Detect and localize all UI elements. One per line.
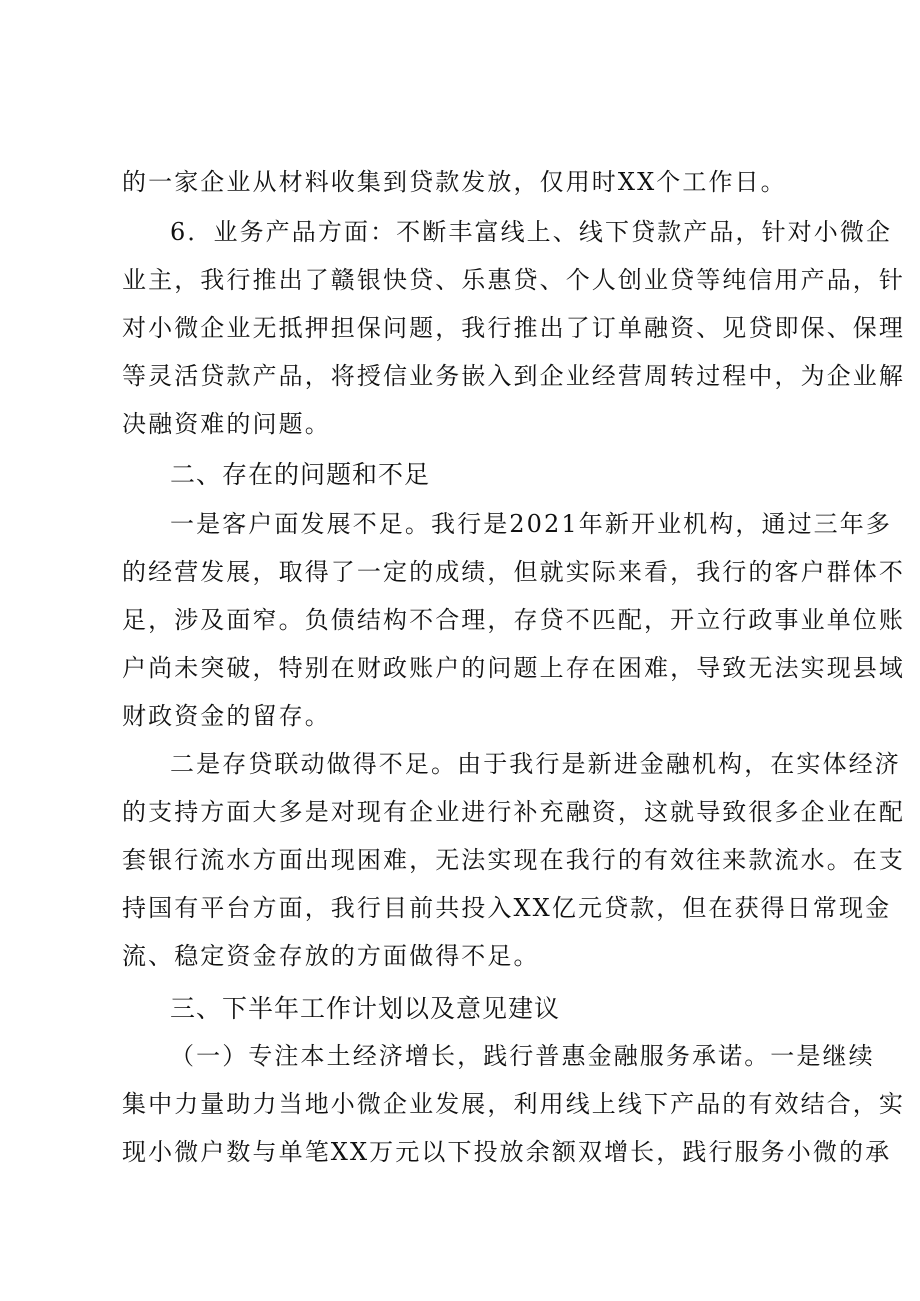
paragraph-line: （一）专注本土经济增长，践行普惠金融服务承诺。一是继续 bbox=[170, 1042, 875, 1070]
paragraph-line: 流、稳定资金存放的方面做得不足。 bbox=[122, 942, 540, 970]
section-heading: 二、存在的问题和不足 bbox=[170, 460, 431, 489]
paragraph-line: 的一家企业从材料收集到贷款发放，仅用时XX个工作日。 bbox=[122, 168, 787, 196]
section-heading: 三、下半年工作计划以及意见建议 bbox=[170, 994, 561, 1023]
paragraph-line: 决融资难的问题。 bbox=[122, 410, 331, 438]
paragraph-line: 业主，我行推出了赣银快贷、乐惠贷、个人创业贷等纯信用产品，针 bbox=[122, 266, 905, 294]
paragraph-line: 持国有平台方面，我行目前共投入XX亿元贷款，但在获得日常现金 bbox=[122, 894, 892, 922]
paragraph-line: 的经营发展，取得了一定的成绩，但就实际来看，我行的客户群体不 bbox=[122, 558, 905, 586]
paragraph-line: 等灵活贷款产品，将授信业务嵌入到企业经营周转过程中，为企业解 bbox=[122, 362, 905, 390]
paragraph-line: 集中力量助力当地小微企业发展，利用线上线下产品的有效结合，实 bbox=[122, 1090, 905, 1118]
paragraph-line: 财政资金的留存。 bbox=[122, 702, 331, 730]
paragraph-line: 套银行流水方面出现困难，无法实现在我行的有效往来款流水。在支 bbox=[122, 846, 905, 874]
paragraph-line: 二是存贷联动做得不足。由于我行是新进金融机构，在实体经济 bbox=[170, 750, 901, 778]
paragraph-line: 6．业务产品方面：不断丰富线上、线下贷款产品，针对小微企 bbox=[170, 218, 893, 246]
paragraph-line: 的支持方面大多是对现有企业进行补充融资，这就导致很多企业在配 bbox=[122, 798, 905, 826]
paragraph-line: 足，涉及面窄。负债结构不合理，存贷不匹配，开立行政事业单位账 bbox=[122, 606, 905, 634]
paragraph-line: 户尚未突破，特别在财政账户的问题上存在困难，导致无法实现县域 bbox=[122, 654, 905, 682]
paragraph-line: 现小微户数与单笔XX万元以下投放余额双增长，践行服务小微的承 bbox=[122, 1138, 892, 1166]
paragraph-line: 一是客户面发展不足。我行是2021年新开业机构，通过三年多 bbox=[170, 510, 892, 538]
paragraph-line: 对小微企业无抵押担保问题，我行推出了订单融资、见贷即保、保理 bbox=[122, 314, 905, 342]
